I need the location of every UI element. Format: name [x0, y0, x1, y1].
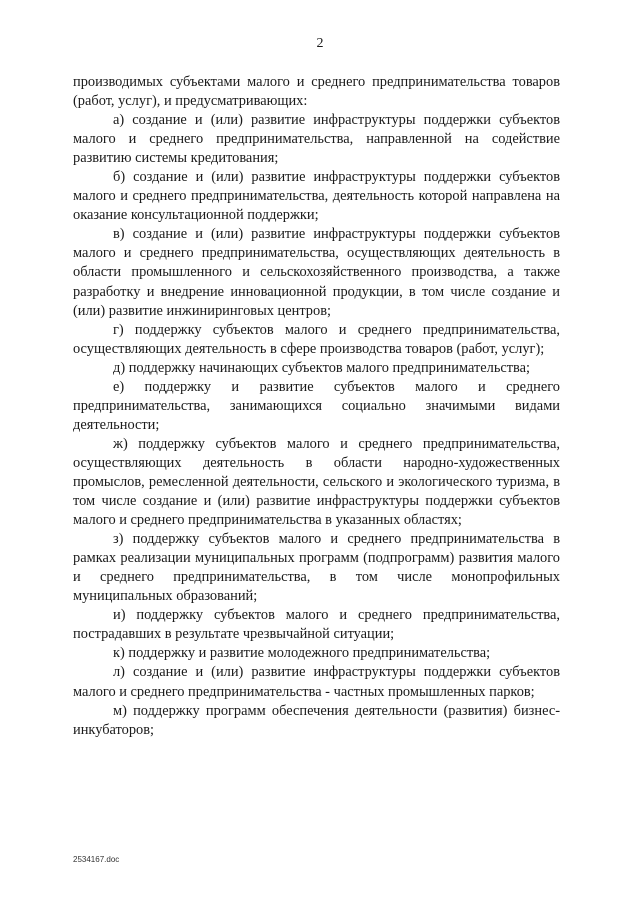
paragraph-item-l: л) создание и (или) развитие инфраструктуры поддержки субъектов малого и среднего предпринимательства - частных промышленных парков; — [73, 664, 560, 700]
paragraph-item-d: д) поддержку начинающих субъектов малого предпринимательства; — [113, 359, 531, 376]
page-number: 2 — [316, 36, 324, 51]
paragraph-item-a: а) создание и (или) развитие инфраструктуры поддержки субъектов малого и среднего предпринимательства, направленной на содействие развитию системы кредитования; — [73, 112, 560, 167]
paragraph-intro: производимых субъектами малого и среднего предпринимательства товаров (работ, услуг), и предусматривающих: — [73, 74, 560, 110]
paragraph-item-zh: ж) поддержку субъектов малого и среднего предпринимательства, осуществляющих деятельность в области народно-художественных промыслов, ремесленной деятельности, сельского и экологического туризма, в том числе создание и (или) развитие инфраструктуры поддержки субъектов малого и среднего предпринимательства в указанных областях; — [73, 435, 560, 529]
paragraph-item-k: к) поддержку и развитие молодежного предпринимательства; — [113, 645, 491, 662]
paragraph-item-m: м) поддержку программ обеспечения деятельности (развития) бизнес-инкубаторов; — [73, 702, 560, 738]
paragraph-item-e: е) поддержку и развитие субъектов малого и среднего предпринимательства, занимающихся социально значимыми видами деятельности; — [73, 378, 560, 433]
paragraph-item-z: з) поддержку субъектов малого и среднего предпринимательства в рамках реализации муниципальных программ (подпрограмм) развития малого и среднего предпринимательства, в том числе монопрофильных муниципальных образований; — [73, 531, 560, 605]
paragraph-item-i: и) поддержку субъектов малого и среднего предпринимательства, пострадавших в результате чрезвычайной ситуации; — [73, 607, 560, 643]
document-body — [73, 73, 560, 740]
paragraph-item-v: в) создание и (или) развитие инфраструктуры поддержки субъектов малого и среднего предпринимательства, осуществляющих деятельность в области промышленного и сельскохозяйственного производства, а также разработку и внедрение инновационной продукции, в том числе создание и (или) развитие инжиниринговых центров; — [73, 226, 560, 319]
paragraph-item-b: б) создание и (или) развитие инфраструктуры поддержки субъектов малого и среднего предпринимательства, деятельность которой направлена на оказание консультационной поддержки; — [73, 169, 560, 224]
document-file-code: 2534167.doc — [73, 855, 120, 864]
paragraph-item-g: г) поддержку субъектов малого и среднего предпринимательства, осуществляющих деятельность в сфере производства товаров (работ, услуг); — [73, 321, 560, 357]
